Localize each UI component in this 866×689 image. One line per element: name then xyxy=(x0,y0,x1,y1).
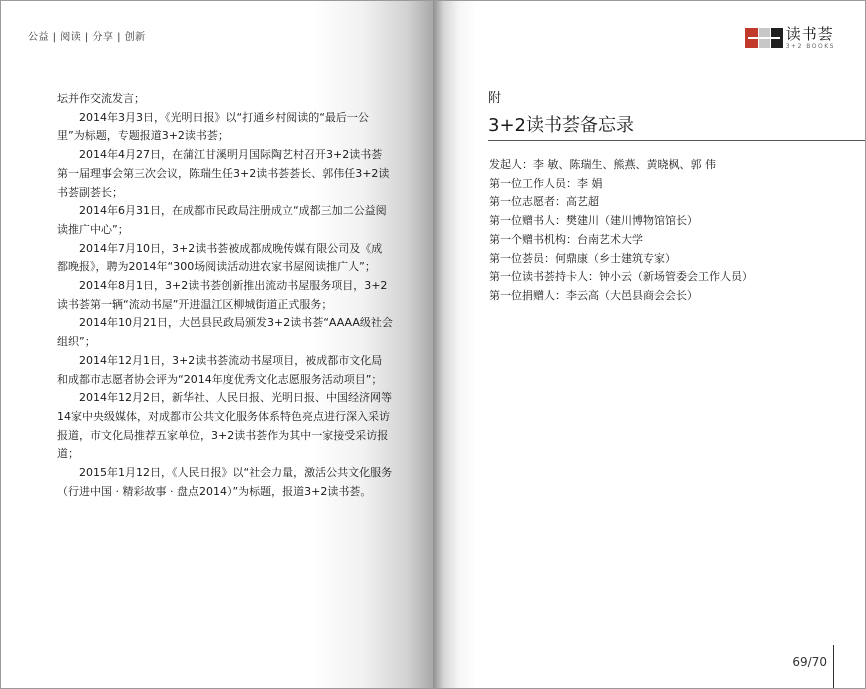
left-page-body xyxy=(57,90,393,501)
memo-item: 第一位捐赠人：李云高（大邑县商会会长） xyxy=(489,288,698,302)
paragraph: 2014年12月2日，新华社、人民日报、光明日报、中国经济网等14家中央级媒体，对成都市公共文化服务体系特色亮点进行深入采访报道，市文化局推荐五家单位，3+2读书荟作为其中一家接受采访报道； xyxy=(57,391,392,461)
paragraph: 2014年10月21日，大邑县民政局颁发3+2读书荟“AAAA级社会组织”； xyxy=(57,316,393,349)
paragraph: 坛并作交流发言； xyxy=(57,92,145,105)
logo-name-cn: 读书荟 xyxy=(785,25,834,43)
paragraph: 2014年4月27日，在蒲江甘溪明月国际陶艺村召开3+2读书荟第一届理事会第三次会议，陈瑞生任3+2读书荟荟长、郭伟任3+2读书荟副荟长； xyxy=(57,148,390,199)
logo-mark-icon xyxy=(745,28,783,48)
title-divider xyxy=(488,140,865,141)
memo-item: 第一位志愿者：高艺超 xyxy=(489,195,599,209)
memo-item: 发起人：李 敏、陈瑞生、熊燕、黄晓枫、郭 伟 xyxy=(489,158,716,171)
logo-name-en: 3+2 BOOKS xyxy=(785,43,835,50)
memo-item: 第一位工作人员：李 娟 xyxy=(489,176,603,190)
paragraph: 2014年3月3日，《光明日报》以“打通乡村阅读的“最后一公里”为标题，专题报道3+2读书荟； xyxy=(57,110,369,143)
left-page xyxy=(1,1,433,688)
memo-item: 第一位荟员：何鼎康（乡士建筑专家） xyxy=(489,251,676,265)
paragraph: 2015年1月12日，《人民日报》以“社会力量，激活公共文化服务（行进中国 · 精彩故事 · 盘点2014）”为标题，报道3+2读书荟。 xyxy=(57,466,393,498)
memo-item: 第一位赠书人：樊建川（建川博物馆馆长） xyxy=(489,214,698,228)
memo-list xyxy=(489,156,753,306)
memo-item: 第一位读书荟持卡人：钟小云（新场管委会工作人员） xyxy=(489,270,753,284)
running-header: 公益 | 阅读 | 分享 | 创新 xyxy=(28,32,146,43)
logo-text xyxy=(786,26,835,50)
paragraph: 2014年7月10日，3+2读书荟被成都成晚传媒有限公司及《成都晚报》，聘为2014年“300场阅读活动进农家书屋阅读推广人”； xyxy=(57,241,383,274)
paragraph: 2014年6月31日，在成都市民政局注册成立“成都三加二公益阅读推广中心”； xyxy=(57,204,387,236)
brand-logo xyxy=(745,26,835,50)
paragraph: 2014年8月1日，3+2读书荟创新推出流动书屋服务项目，3+2读书荟第一辆“流动书屋”开进温江区柳城街道正式服务； xyxy=(57,279,388,311)
section-title: 3+2读书荟备忘录 xyxy=(488,115,634,136)
memo-item: 第一个赠书机构：台南艺术大学 xyxy=(489,232,643,246)
paragraph: 2014年12月1日，3+2读书荟流动书屋项目，被成都市文化局和成都市志愿者协会评为“2014年度优秀文化志愿服务活动项目”； xyxy=(57,353,383,386)
page-number: 69/70 xyxy=(792,655,827,669)
appendix-label: 附 xyxy=(488,91,502,106)
page-number-rule xyxy=(833,645,834,689)
